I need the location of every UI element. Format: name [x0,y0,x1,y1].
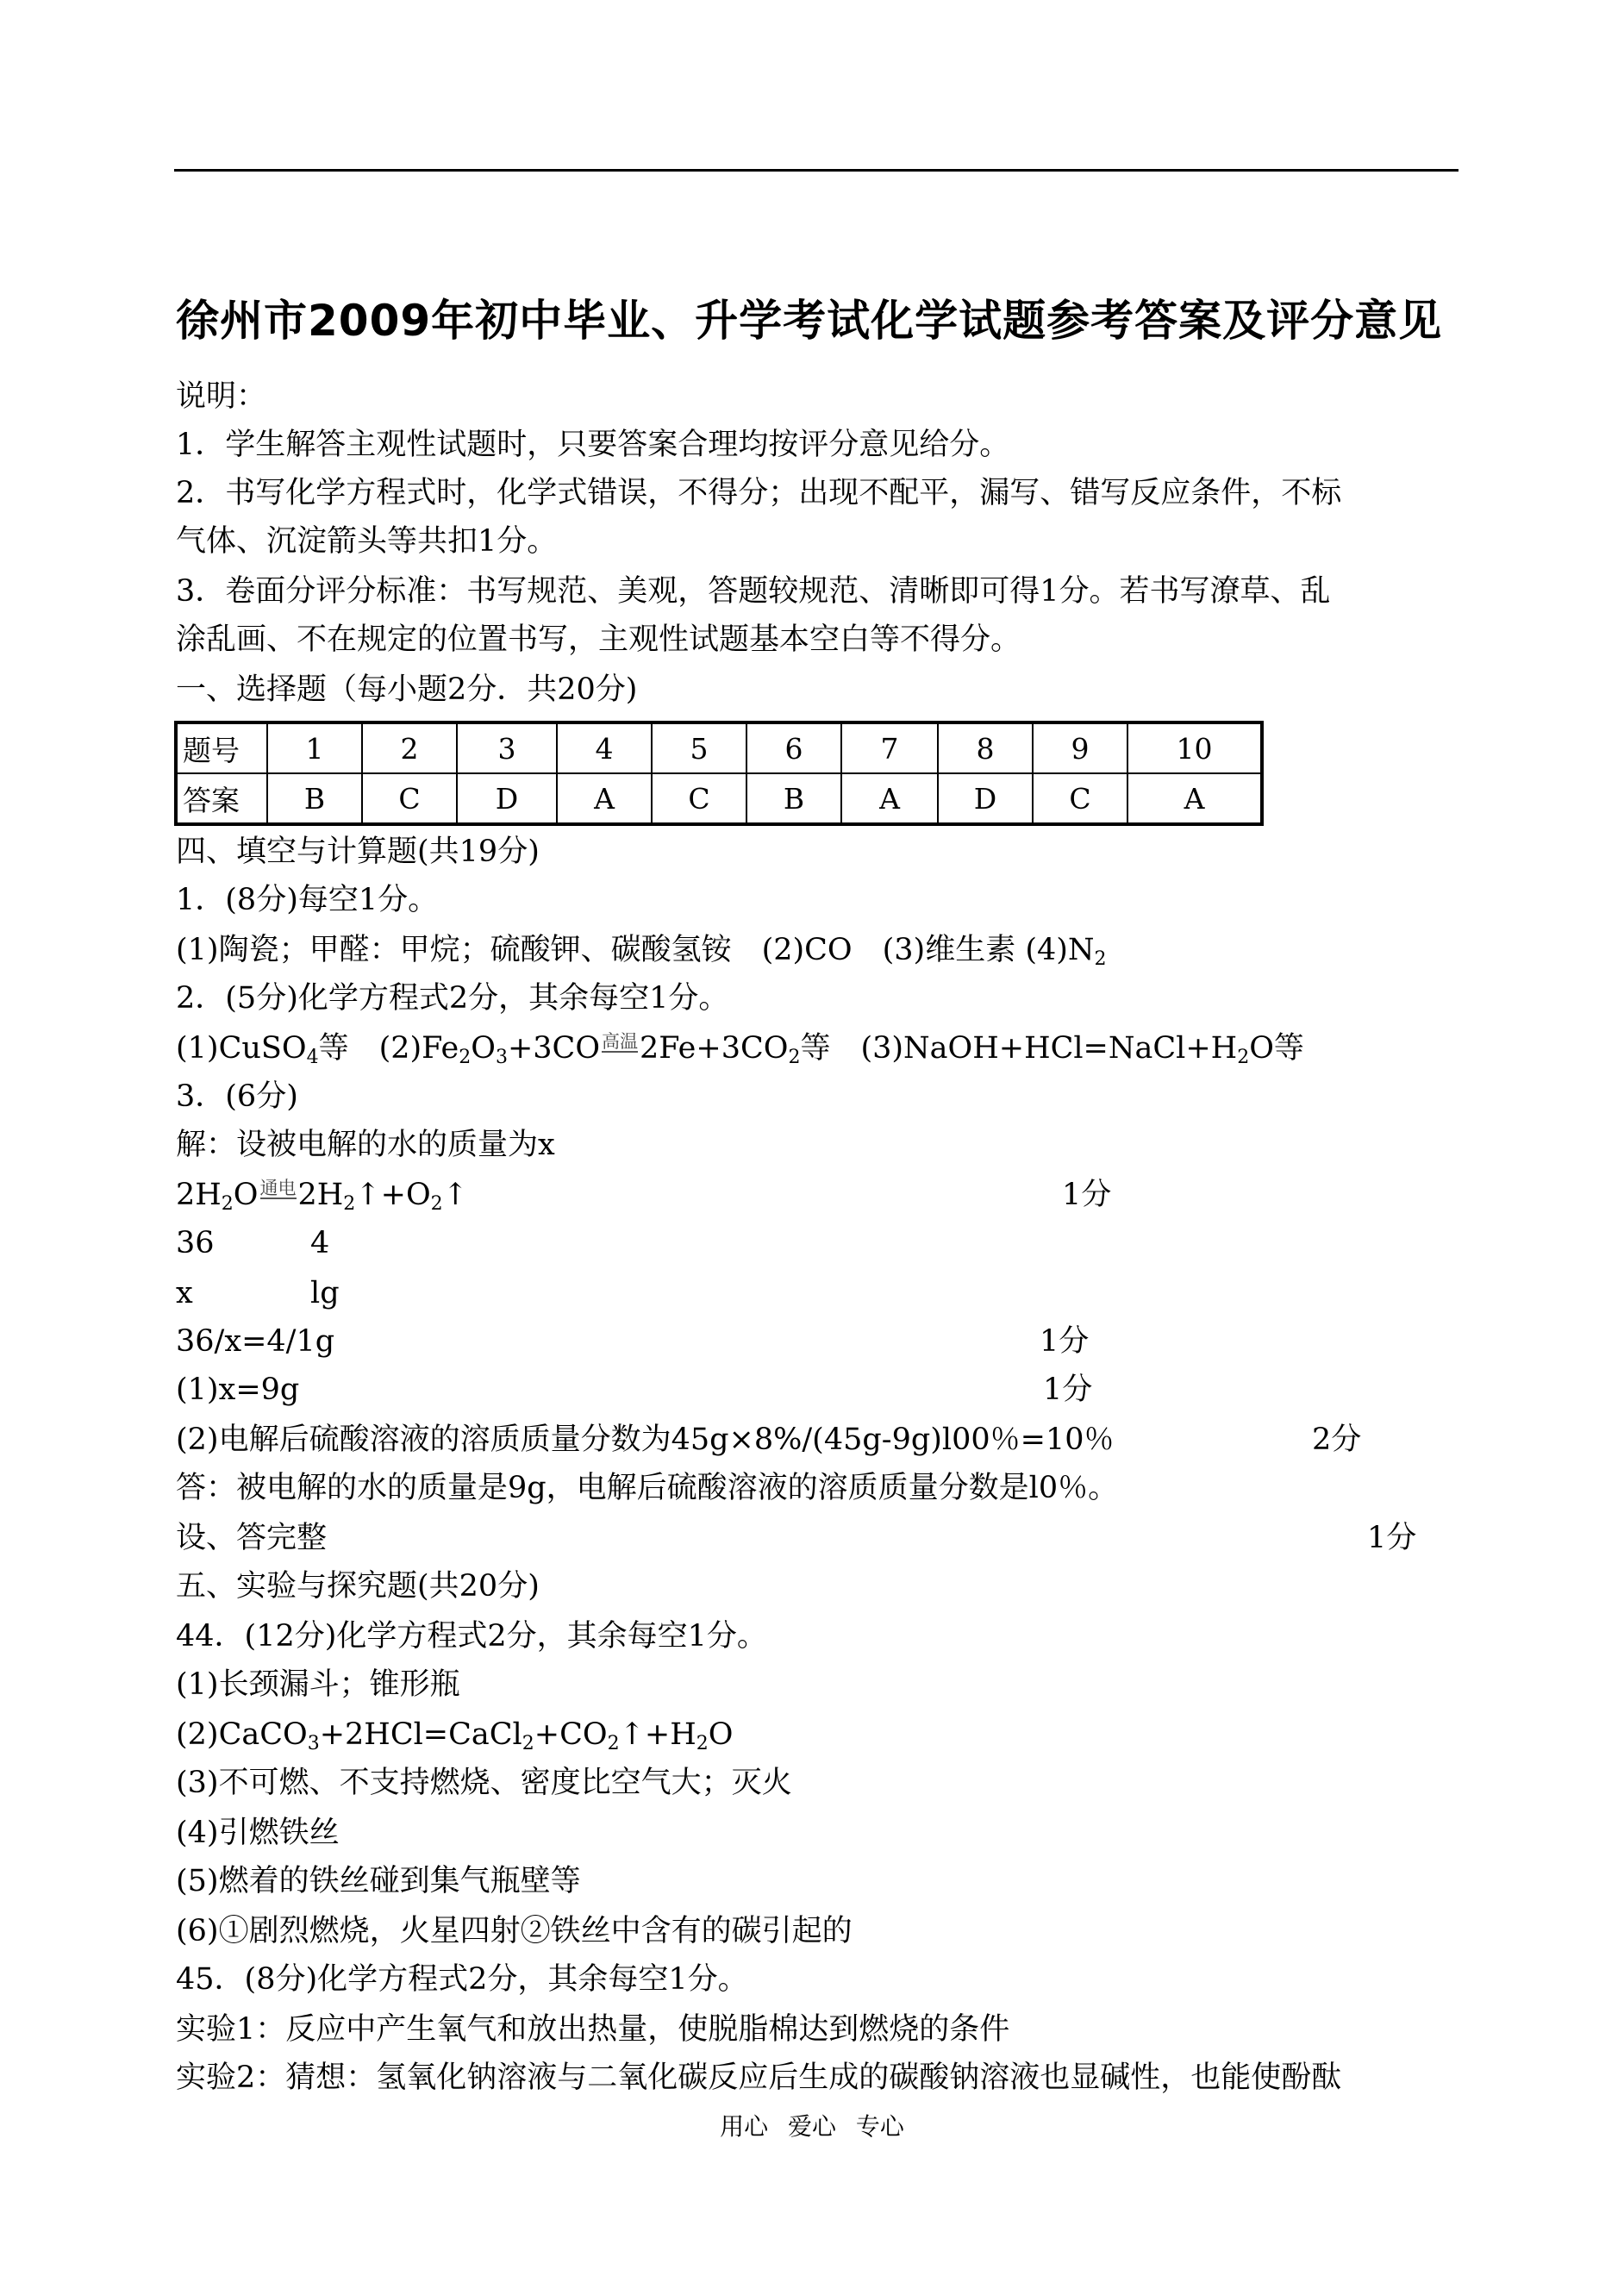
q1-answers [176,931,1107,969]
ratio-4: 4 [310,1226,330,1260]
q3-answer: 答：被电解的水的质量是9g，电解后硫酸溶液的溶质质量分数是l0％。 [176,1471,1119,1505]
q1-answer-text: (1)陶瓷；甲醛：甲烷；硫酸钾、碳酸氢铵 (2)CO (3)维生素 (4)N [176,933,1095,967]
q45-experiment-1: 实验1：反应中产生氧气和放出热量，使脱脂棉达到燃烧的条件 [176,2012,1010,2047]
answer-cell: C [362,773,457,824]
answer-cell: D [938,773,1033,824]
q44-heading: 44．(12分)化学方程式2分，其余每空1分。 [176,1619,767,1654]
section-5-heading: 五、实验与探究题(共20分) [176,1569,540,1604]
answer-cell: A [841,773,938,824]
score: 1分 [1367,1521,1417,1555]
note-2-line-2: 气体、沉淀箭头等共扣1分。 [176,524,558,559]
q44-answer-3: (3)不可燃、不支持燃烧、密度比空气大；灭火 [176,1766,792,1800]
score: 1分 [1062,1178,1112,1212]
answer-cell: A [557,773,652,824]
document-title: 徐州市2009年初中毕业、升学考试化学试题参考答案及评分意见 [176,296,1443,346]
question-number: 2 [362,722,457,773]
ratio-1g: lg [310,1276,340,1310]
section-4-heading: 四、填空与计算题(共19分) [176,835,540,869]
notes-heading: 说明： [176,379,267,414]
question-number: 3 [457,722,557,773]
note-3-line-1: 3．卷面分评分标准：书写规范、美观，答题较规范、清晰即可得1分。若书写潦草、乱 [176,574,1331,609]
answer-cell: C [1033,773,1127,824]
answer-cell: B [746,773,841,824]
q44-answer-4: (4)引燃铁丝 [176,1816,340,1850]
question-number: 6 [746,722,841,773]
q2-heading: 2．(5分)化学方程式2分，其余每空1分。 [176,981,729,1016]
question-number: 8 [938,722,1033,773]
question-number: 7 [841,722,938,773]
question-number: 9 [1033,722,1127,773]
score: 2分 [1312,1423,1362,1457]
q3-proportion: 36/x=4/1g [176,1324,335,1359]
q3-complete: 设、答完整 [176,1521,328,1555]
q45-heading: 45．(8分)化学方程式2分，其余每空1分。 [176,1962,748,1997]
question-number: 4 [557,722,652,773]
q2-answers: (1)CuSO$_4$等 $(2)Fe_2O_3+3CO$高温$2Fe+3CO_2$等 $(3)NaOH+HCl=NaCl+H_2O$等 [176,1031,1304,1068]
section-1-heading: 一、选择题（每小题2分．共20分) [176,672,638,707]
table-row-answers [176,773,1262,824]
q3-part2: (2)电解后硫酸溶液的溶质质量分数为45g×8%/(45g-9g)l00％=10％ [176,1423,1115,1457]
q3-heading: 3．(6分) [176,1079,298,1114]
question-number: 5 [652,722,746,773]
note-2-line-1: 2．书写化学方程式时，化学式错误，不得分；出现不配平，漏写、错写反应条件，不标 [176,476,1342,510]
q44-answer-5: (5)燃着的铁丝碰到集气瓶壁等 [176,1864,581,1898]
answer-cell: B [267,773,362,824]
score: 1分 [1043,1373,1093,1407]
note-3-line-2: 涂乱画、不在规定的位置书写，主观性试题基本空白等不得分。 [176,622,1021,657]
score: 1分 [1040,1324,1090,1359]
note-1: 1．学生解答主观性试题时，只要答案合理均按评分意见给分。 [176,428,1010,462]
page-footer: 用心 爱心 专心 [720,2112,904,2141]
q3-setup: 解：设被电解的水的质量为x [176,1128,555,1162]
q44-answer-2: $(2)CaCO_3+2HCl=CaCl_2+CO_2↑+H_2O$ [176,1717,734,1754]
question-number: 10 [1127,722,1262,773]
question-number: 1 [267,722,362,773]
condition-label: 高温 [602,1031,639,1052]
row-label-number: 题号 [176,722,267,773]
q1-heading: 1．(8分)每空1分。 [176,883,439,917]
ratio-36: 36 [176,1226,215,1260]
q3-equation: $2H_2O$通电$2H_2↑+O_2↑$ [176,1178,468,1215]
answer-table [174,721,1264,826]
condition-label: 通电 [259,1178,297,1198]
q44-answer-6: (6)①剧烈燃烧，火星四射②铁丝中含有的碳引起的 [176,1914,853,1948]
answer-cell: D [457,773,557,824]
row-label-answer: 答案 [176,773,267,824]
table-row-numbers [176,722,1262,773]
answer-cell: A [1127,773,1262,824]
ratio-x: x [176,1276,193,1310]
q44-answer-1: (1)长颈漏斗；锥形瓶 [176,1667,460,1702]
answer-cell: C [652,773,746,824]
q45-experiment-2: 实验2：猜想：氢氧化钠溶液与二氧化碳反应后生成的碳酸钠溶液也显碱性，也能使酚酞 [176,2060,1342,2095]
header-rule [174,169,1458,172]
q3-result: (1)x=9g [176,1373,300,1407]
q1-subscript: 2 [1094,948,1107,970]
